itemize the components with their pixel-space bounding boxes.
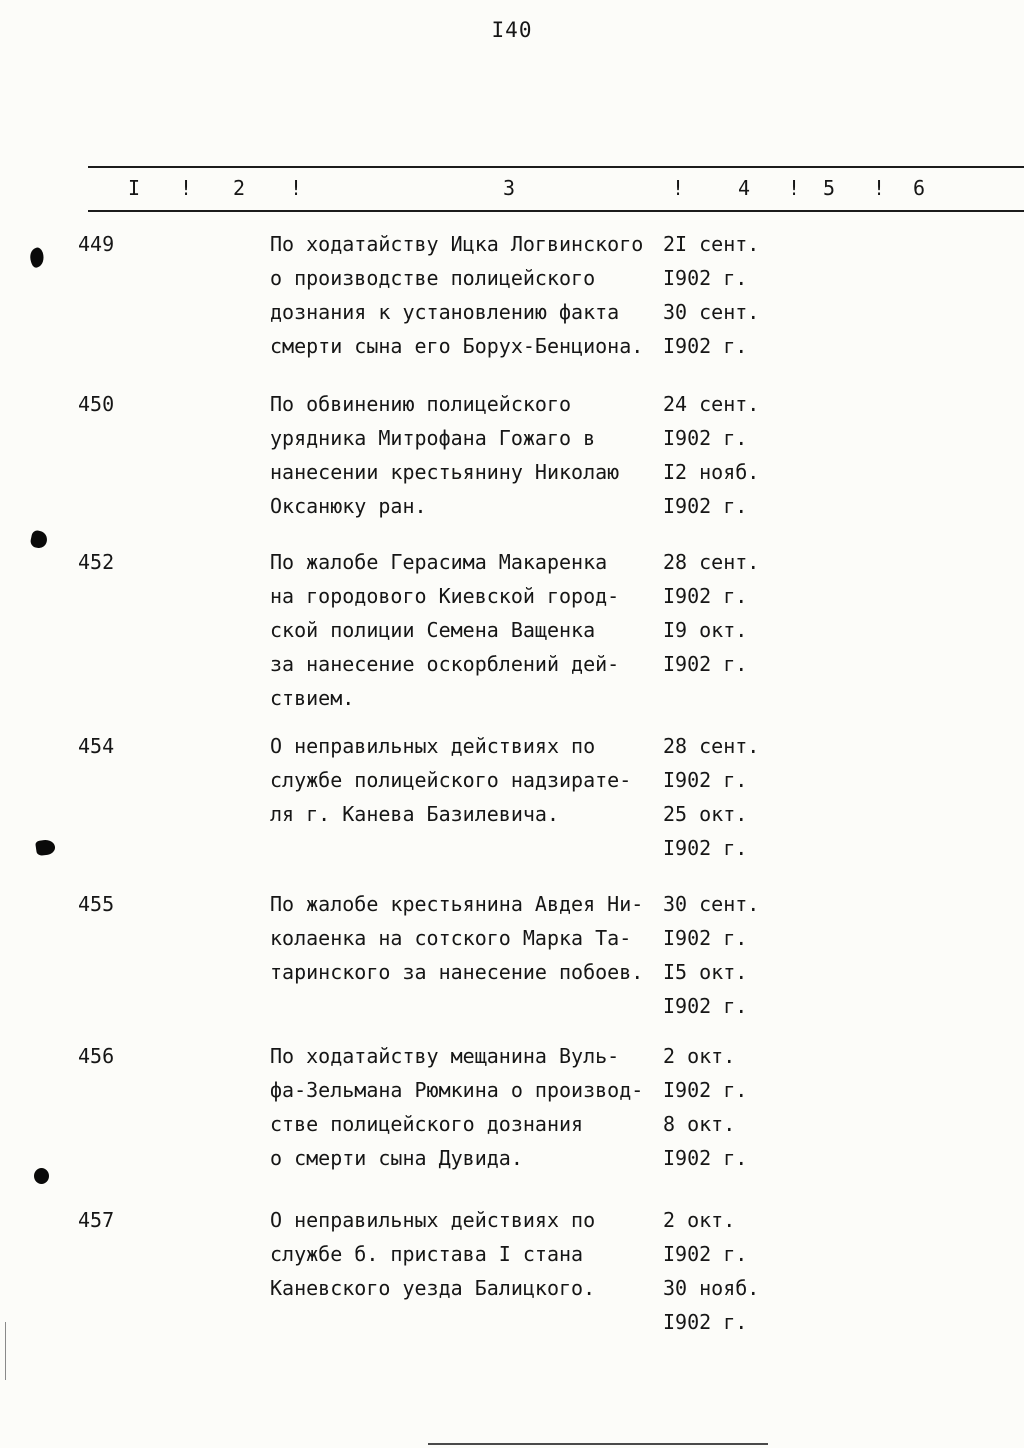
entry-lines (270, 1044, 1024, 1180)
entry-text: службе полицейского надзирате- (270, 768, 632, 792)
entry-text: за нанесение оскорблений дей- (270, 652, 620, 676)
entry-date: 25 окт. (663, 802, 748, 826)
header-cell: 6 (913, 176, 926, 200)
entry-line (270, 686, 1024, 720)
bottom-scan-line (428, 1443, 768, 1445)
entry-line (270, 392, 1024, 426)
entry-lines (270, 392, 1024, 528)
entry-text: дознания к установлению факта (270, 300, 620, 324)
header-separator: ! (873, 176, 886, 200)
entry-line (270, 1208, 1024, 1242)
header-rule-bottom (88, 210, 1024, 212)
entry-text: урядника Митрофана Гожаго в (270, 426, 596, 450)
entry-text: смерти сына его Борух-Бенциона. (270, 334, 644, 358)
header-rule-top (88, 166, 1024, 168)
entry-date: I902 г. (663, 836, 748, 860)
entry-line (270, 994, 1024, 1028)
entry-text: фа-Зельмана Рюмкина о производ- (270, 1078, 644, 1102)
entry-lines (270, 734, 1024, 870)
entry-line (270, 960, 1024, 994)
entry-date: I902 г. (663, 266, 748, 290)
entry-date: 30 нояб. (663, 1276, 760, 1300)
entry-line (270, 584, 1024, 618)
entry-text: Каневского уезда Балицкого. (270, 1276, 596, 1300)
entry-line (270, 1112, 1024, 1146)
entry-text: По обвинению полицейского (270, 392, 572, 416)
page-number: I40 (491, 18, 533, 42)
entry-line (270, 426, 1024, 460)
entry-date: 28 сент. (663, 550, 760, 574)
entry-text: По жалобе Герасима Макаренка (270, 550, 608, 574)
entry-number: 452 (78, 550, 115, 574)
entry-line (270, 1276, 1024, 1310)
ink-mark (35, 839, 56, 856)
entry-date: I902 г. (663, 1146, 748, 1170)
entry-date: I902 г. (663, 994, 748, 1018)
entry-text: По ходатайству мещанина Вуль- (270, 1044, 620, 1068)
ink-mark (34, 1168, 49, 1184)
entry-date: 30 сент. (663, 892, 760, 916)
entry-text: ствием. (270, 686, 355, 710)
entry-line (270, 618, 1024, 652)
ink-mark (29, 530, 48, 550)
entry-text: О неправильных действиях по (270, 1208, 596, 1232)
entry-date: I2 нояб. (663, 460, 760, 484)
entry-text: ской полиции Семена Ващенка (270, 618, 596, 642)
entry-line (270, 768, 1024, 802)
entry-text: стве полицейского дознания (270, 1112, 584, 1136)
entry-line (270, 266, 1024, 300)
entry-line (270, 836, 1024, 870)
entry-lines (270, 1208, 1024, 1344)
entry-line (270, 300, 1024, 334)
entry-text: о смерти сына Дувида. (270, 1146, 523, 1170)
entry-lines (270, 892, 1024, 1028)
header-cell: I (128, 176, 141, 200)
entry-text: на городового Киевской город- (270, 584, 620, 608)
entry-line (270, 334, 1024, 368)
entry-text: службе б. пристава I стана (270, 1242, 584, 1266)
entry-number: 454 (78, 734, 115, 758)
entry-text: колаенка на сотского Марка Та- (270, 926, 632, 950)
entry-text: о производстве полицейского (270, 266, 596, 290)
entry-line (270, 892, 1024, 926)
entry-date: 2I сент. (663, 232, 760, 256)
entry-date: I902 г. (663, 652, 748, 676)
entry-date: I902 г. (663, 334, 748, 358)
ink-mark (27, 246, 46, 268)
entry-date: 2 окт. (663, 1044, 736, 1068)
entry-date: I902 г. (663, 1078, 748, 1102)
entry-line (270, 460, 1024, 494)
entry-number: 449 (78, 232, 115, 256)
entry-date: I902 г. (663, 1242, 748, 1266)
entry-date: I902 г. (663, 494, 748, 518)
entry-date: I902 г. (663, 926, 748, 950)
left-scan-artifact (5, 1322, 6, 1380)
header-cell: 2 (233, 176, 246, 200)
entry-number: 450 (78, 392, 115, 416)
entry-date: 8 окт. (663, 1112, 736, 1136)
entry-line (270, 494, 1024, 528)
entry-line (270, 232, 1024, 266)
entry-text: нанесении крестьянину Николаю (270, 460, 620, 484)
entry-line (270, 734, 1024, 768)
entry-text: таринского за нанесение побоев. (270, 960, 644, 984)
entry-date: I902 г. (663, 1310, 748, 1334)
entry-text: О неправильных действиях по (270, 734, 596, 758)
entry-text: По ходатайству Ицка Логвинского (270, 232, 644, 256)
entry-line (270, 652, 1024, 686)
header-separator: ! (672, 176, 685, 200)
header-separator: ! (180, 176, 193, 200)
entry-date: I902 г. (663, 584, 748, 608)
entry-lines (270, 232, 1024, 368)
entry-line (270, 1310, 1024, 1344)
entry-line (270, 926, 1024, 960)
entry-date: I902 г. (663, 768, 748, 792)
entry-date: 2 окт. (663, 1208, 736, 1232)
entry-number: 457 (78, 1208, 115, 1232)
entry-text: Оксанюку ран. (270, 494, 427, 518)
header-cell: 3 (503, 176, 516, 200)
header-cell: 5 (823, 176, 836, 200)
entry-date: 30 сент. (663, 300, 760, 324)
entry-line (270, 1146, 1024, 1180)
entry-date: I9 окт. (663, 618, 748, 642)
entry-line (270, 1242, 1024, 1276)
entry-text: По жалобе крестьянина Авдея Ни- (270, 892, 644, 916)
entry-number: 456 (78, 1044, 115, 1068)
entry-lines (270, 550, 1024, 720)
header-separator: ! (788, 176, 801, 200)
header-separator: ! (290, 176, 303, 200)
entry-line (270, 1044, 1024, 1078)
entry-date: 28 сент. (663, 734, 760, 758)
entry-text: ля г. Канева Базилевича. (270, 802, 559, 826)
entry-line (270, 802, 1024, 836)
header-cell: 4 (738, 176, 751, 200)
entry-date: I5 окт. (663, 960, 748, 984)
entry-date: I902 г. (663, 426, 748, 450)
entry-line (270, 550, 1024, 584)
entry-date: 24 сент. (663, 392, 760, 416)
entry-number: 455 (78, 892, 115, 916)
entry-line (270, 1078, 1024, 1112)
